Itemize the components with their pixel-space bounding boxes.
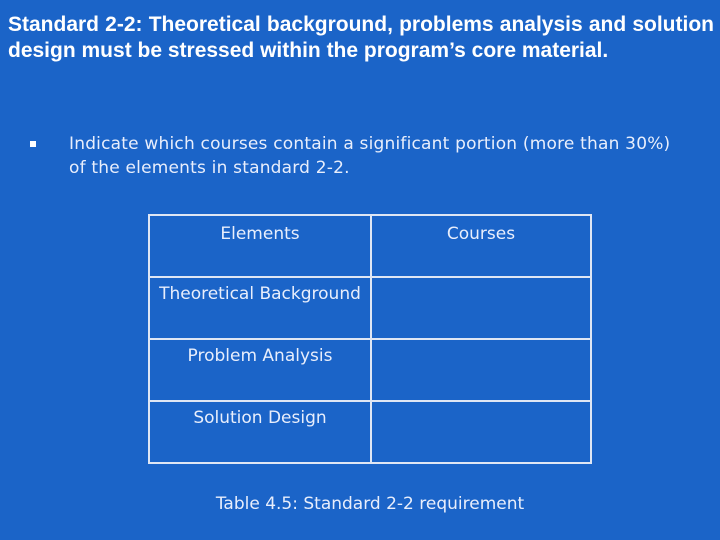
slide-title: Standard 2-2: Theoretical background, problems analysis and solution design must be stressed within the program’s core material. xyxy=(8,13,714,62)
table-row xyxy=(149,401,591,463)
table-header-row xyxy=(149,215,591,277)
courses-cell[interactable] xyxy=(371,339,591,401)
table-caption: Table 4.5: Standard 2-2 requirement xyxy=(215,494,525,514)
header-elements: Elements xyxy=(149,215,371,277)
courses-cell[interactable] xyxy=(371,277,591,339)
courses-cell[interactable] xyxy=(371,401,591,463)
element-cell: Problem Analysis xyxy=(149,339,371,401)
requirements-table xyxy=(148,214,592,464)
header-courses: Courses xyxy=(371,215,591,277)
table-row xyxy=(149,277,591,339)
square-bullet-icon xyxy=(30,141,36,147)
element-cell: Theoretical Background xyxy=(149,277,371,339)
bullet-item xyxy=(30,132,690,180)
bullet-text: Indicate which courses contain a significant portion (more than 30%) of the elements in standard 2-2. xyxy=(69,134,671,178)
element-cell: Solution Design xyxy=(149,401,371,463)
table-row xyxy=(149,339,591,401)
